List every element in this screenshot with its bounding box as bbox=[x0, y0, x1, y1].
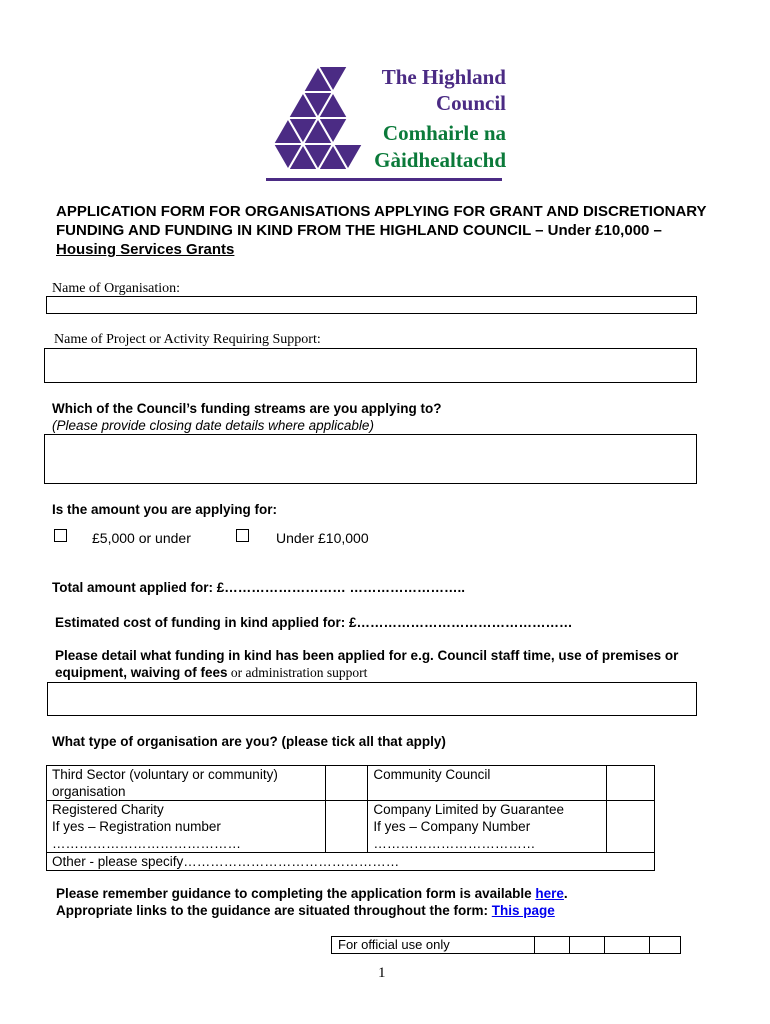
other-cell[interactable] bbox=[47, 853, 655, 871]
community-council-label: Community Council bbox=[373, 767, 491, 782]
amount-question: Is the amount you are applying for: bbox=[52, 502, 278, 517]
logo-line-4: Gàidhealtachd bbox=[374, 148, 506, 172]
org-name-label: Name of Organisation: bbox=[52, 281, 181, 296]
guidance-line-1-text: Please remember guidance to completing the application form is available bbox=[56, 886, 536, 901]
official-use-box-1 bbox=[535, 937, 570, 954]
option-5000-label: £5,000 or under bbox=[92, 530, 191, 546]
guidance-line-1-end: . bbox=[563, 886, 568, 901]
charity-number-dots[interactable]: …………………………………… bbox=[52, 836, 241, 851]
third-sector-label: Third Sector (voluntary or community) organisation bbox=[52, 767, 278, 799]
company-limited-cell bbox=[368, 801, 606, 853]
in-kind-field[interactable] bbox=[47, 682, 697, 716]
option-5000-checkbox[interactable] bbox=[54, 529, 67, 542]
org-type-table bbox=[46, 765, 655, 871]
official-use-label: For official use only bbox=[332, 937, 535, 954]
guidance-line-2-text: Appropriate links to the guidance are situated throughout the form: bbox=[56, 903, 492, 918]
org-type-question: What type of organisation are you? (please tick all that apply) bbox=[52, 734, 446, 749]
project-name-field[interactable] bbox=[44, 348, 697, 383]
other-specify-label: Other - please specify………………………………………… bbox=[52, 854, 400, 869]
guidance-here-link[interactable]: here bbox=[535, 886, 564, 901]
form-title-text: APPLICATION FORM FOR ORGANISATIONS APPLYING FOR GRANT AND DISCRETIONARY FUNDING AND FUNDING IN KIND FROM THE HIGHLAND COUNCIL – Under £10,000 – bbox=[56, 203, 707, 239]
org-name-field[interactable] bbox=[46, 296, 697, 314]
community-council-cell bbox=[368, 766, 606, 801]
company-limited-tick-box[interactable] bbox=[606, 801, 654, 853]
registered-charity-cell bbox=[47, 801, 326, 853]
funding-streams-question: Which of the Council’s funding streams are you applying to? bbox=[52, 401, 442, 416]
official-use-box-2 bbox=[570, 937, 605, 954]
company-number-label: If yes – Company Number bbox=[373, 819, 531, 834]
charity-number-label: If yes – Registration number bbox=[52, 819, 221, 834]
estimated-cost-label: Estimated cost of funding in kind applied for: £………………………………………… bbox=[55, 615, 573, 630]
guidance-line-1 bbox=[56, 885, 696, 902]
option-10000-checkbox[interactable] bbox=[236, 529, 249, 542]
third-sector-cell bbox=[47, 766, 326, 801]
company-limited-label: Company Limited by Guarantee bbox=[373, 802, 564, 817]
option-10000-label: Under £10,000 bbox=[276, 530, 369, 546]
registered-charity-label: Registered Charity bbox=[52, 802, 164, 817]
company-number-dots[interactable]: ……………………………… bbox=[373, 836, 536, 851]
page-number: 1 bbox=[378, 965, 386, 981]
funding-streams-hint: (Please provide closing date details where applicable) bbox=[52, 418, 374, 433]
total-amount-label: Total amount applied for: £……………………… …………………….. bbox=[52, 580, 466, 595]
guidance-reminder bbox=[56, 885, 696, 919]
this-page-link[interactable]: This page bbox=[491, 903, 555, 918]
in-kind-question-bold: Please detail what funding in kind has been applied for e.g. Council staff time, use of premises or equipment, waiving of fees bbox=[55, 648, 679, 680]
official-use-box-3 bbox=[605, 937, 650, 954]
logo-line-1: The Highland bbox=[381, 65, 506, 89]
logo-underline bbox=[266, 178, 502, 181]
registered-charity-tick-box[interactable] bbox=[326, 801, 368, 853]
third-sector-tick-box[interactable] bbox=[326, 766, 368, 801]
official-use-table bbox=[331, 936, 681, 954]
logo-line-2: Council bbox=[435, 91, 506, 115]
triangle-logo-icon bbox=[266, 64, 376, 182]
funding-streams-field[interactable] bbox=[44, 434, 697, 484]
guidance-line-2 bbox=[56, 902, 696, 919]
in-kind-question bbox=[55, 647, 695, 681]
in-kind-question-plain: or administration support bbox=[227, 665, 368, 680]
highland-council-logo bbox=[266, 64, 506, 184]
form-title bbox=[56, 202, 716, 259]
community-council-tick-box[interactable] bbox=[606, 766, 654, 801]
project-name-label: Name of Project or Activity Requiring Support: bbox=[54, 332, 321, 347]
official-use-box-4 bbox=[650, 937, 681, 954]
form-title-underlined: Housing Services Grants bbox=[56, 241, 235, 258]
logo-line-3: Comhairle na bbox=[382, 121, 506, 145]
